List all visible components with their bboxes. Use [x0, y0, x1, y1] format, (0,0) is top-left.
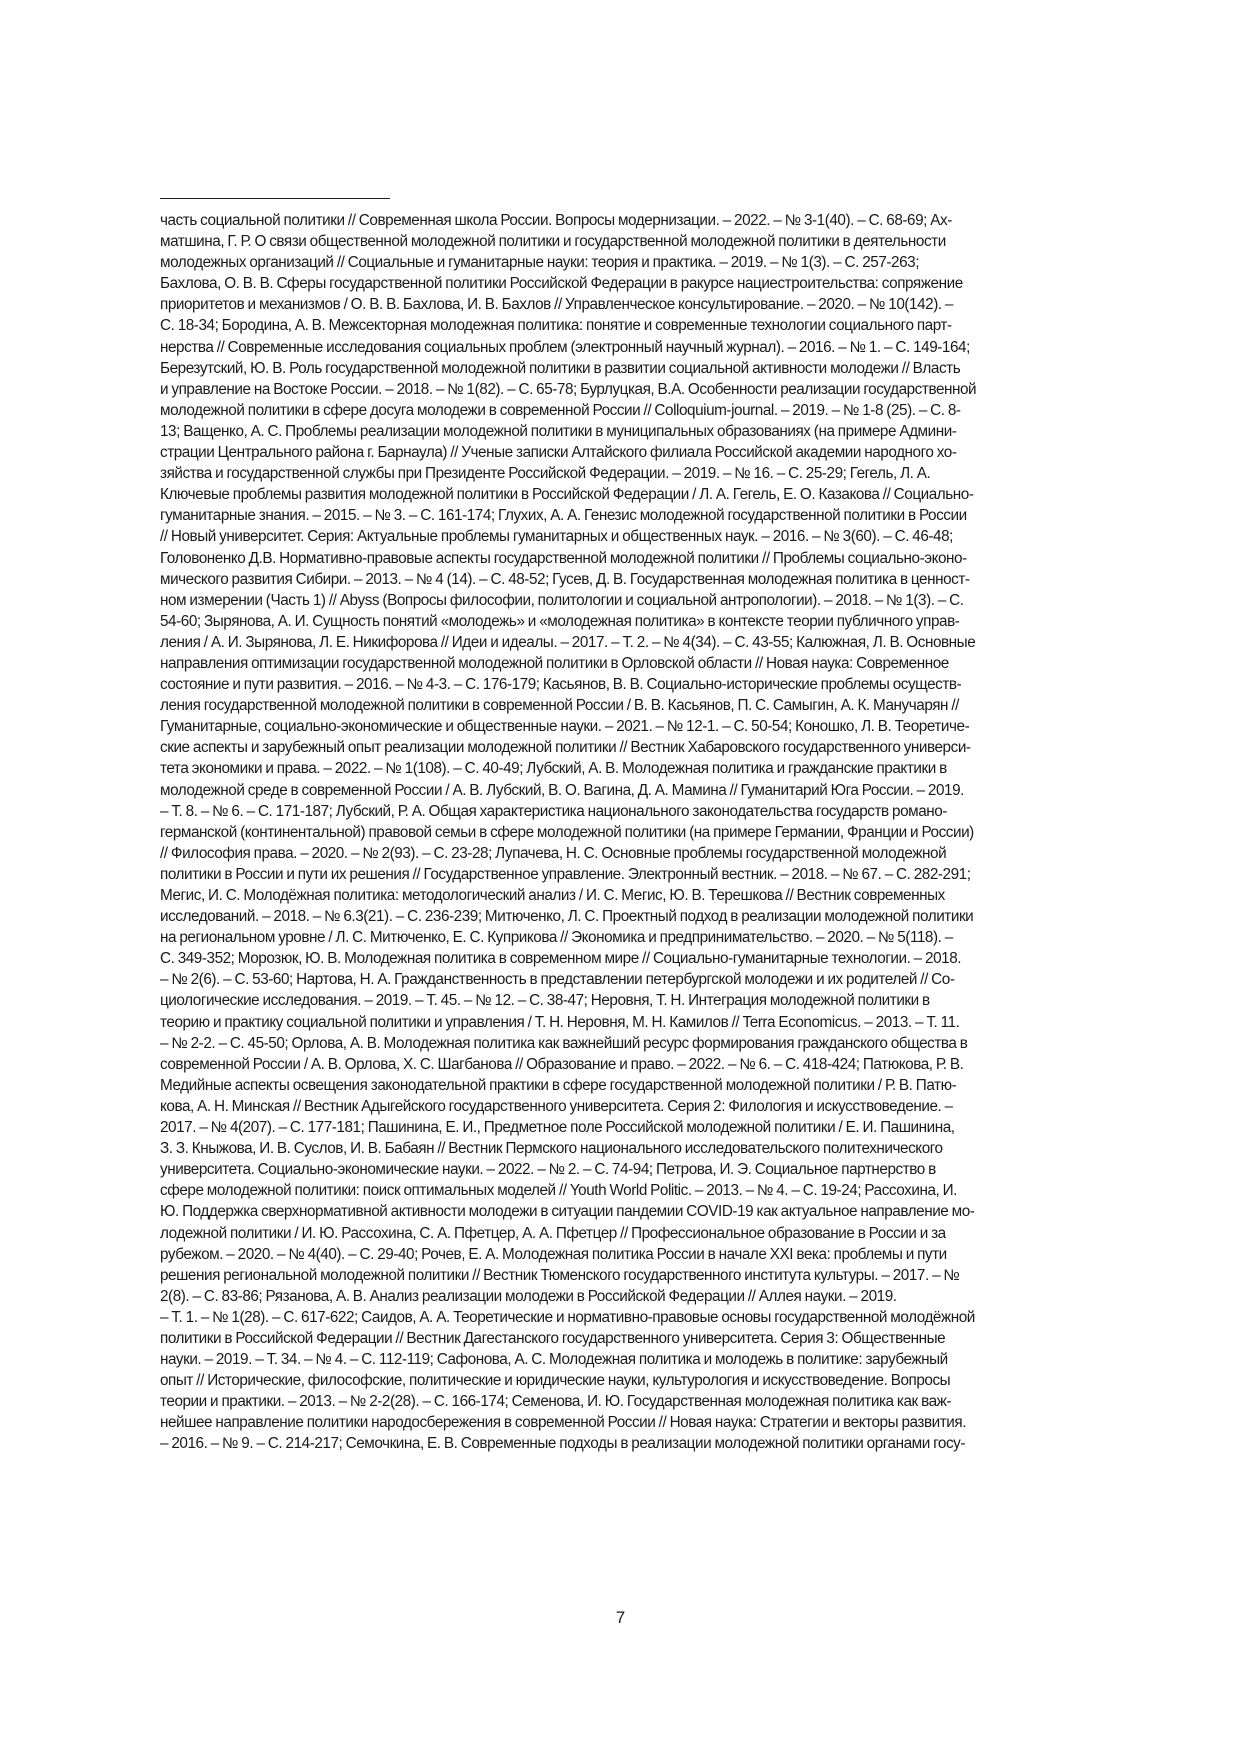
footnote-line: Ключевые проблемы развития молодежной политики в Российской Федерации / Л. А. Гегель, Е. О. Казакова // Социально-: [160, 486, 974, 504]
footnote-line: теорию и практику социальной политики и управления / Т. Н. Неровня, М. Н. Камилов // Terra Economicus. – 2013. – Т. 11.: [160, 1013, 960, 1031]
footnote-line: политики в Российской Федерации // Вестник Дагестанского государственного университета. Серия 3: Общественные: [160, 1329, 946, 1347]
page-number: 7: [615, 1608, 626, 1627]
footnote-line: 13; Ващенко, А. С. Проблемы реализации молодежной политики в муниципальных образованиях (на примере Админи-: [160, 422, 957, 440]
footnote-line: молодежных организаций // Социальные и гуманитарные науки: теория и практика. – 2019. – № 1(3). – С. 257-263;: [160, 254, 919, 272]
footnote-line: университета. Социально-экономические науки. – 2022. – № 2. – С. 74-94; Петрова, И. Э. Социальное партнерство в: [160, 1161, 936, 1179]
footnote-line: Головоненко Д.В. Нормативно-правовые аспекты государственной молодежной политики // Проблемы социально-эконо-: [160, 549, 967, 567]
footnote-line: Березутский, Ю. В. Роль государственной молодежной политики в развитии социальной активности молодежи // Власть: [160, 359, 961, 377]
footnote-line: // Философия права. – 2020. – № 2(93). – С. 23-28; Лупачева, Н. С. Основные проблемы государственной молодежной: [160, 844, 947, 862]
footnote-line: зяйства и государственной службы при Президенте Российской Федерации. – 2019. – № 16. – С. 25-29; Гегель, Л. А.: [160, 465, 931, 483]
footnote-separator: [160, 198, 390, 199]
footnote-line: приоритетов и механизмов / О. В. В. Бахлова, И. В. Бахлов // Управленческое консультирование. – 2020. – № 10(142). –: [160, 296, 953, 314]
footnote-line: нерства // Современные исследования социальных проблем (электронный научный журнал). – 2016. – № 1. – С. 149-164;: [160, 338, 970, 356]
footnote-line: политики в России и пути их решения // Государственное управление. Электронный вестник. – 2018. – № 67. – С. 282-291;: [160, 865, 971, 883]
footnote-text: [160, 210, 1081, 1455]
footnote-line: циологические исследования. – 2019. – Т. 45. – № 12. – С. 38-47; Неровня, Т. Н. Интеграция молодежной политики в: [160, 992, 930, 1010]
footnote-line: ские аспекты и зарубежный опыт реализации молодежной политики // Вестник Хабаровского государственного универси-: [160, 739, 971, 757]
footnote-line: сфере молодежной политики: поиск оптимальных моделей // Youth World Politic. – 2013. – № 4. – С. 19-24; Рассохина, И.: [160, 1182, 957, 1200]
footnote-line: науки. – 2019. – Т. 34. – № 4. – С. 112-119; Сафонова, А. С. Молодежная политика и молодежь в политике: зарубежный: [160, 1351, 948, 1369]
footnote-line: тета экономики и права. – 2022. – № 1(108). – С. 40-49; Лубский, А. В. Молодежная политика и гражданские практики в: [160, 760, 947, 778]
footnote-line: ном измерении (Часть 1) // Abyss (Вопросы философии, политологии и социальной антропологии). – 2018. – № 1(3). – С.: [160, 591, 964, 609]
footnote-line: З. З. Кныжова, И. В. Суслов, И. В. Бабаян // Вестник Пермского национального исследовательского политехнического: [160, 1140, 943, 1158]
footnote-line: на региональном уровне / Л. С. Митюченко, Е. С. Куприкова // Экономика и предпринимательство. – 2020. – № 5(118). –: [160, 929, 953, 947]
footnote-line: и управление на Востоке России. – 2018. – № 1(82). – С. 65-78; Бурлуцкая, В.А. Особенности реализации государственной: [160, 380, 977, 398]
footnote-line: 2017. – № 4(207). – С. 177-181; Пашинина, Е. И., Предметное поле Российской молодежной политики / Е. И. Пашинина,: [160, 1119, 955, 1137]
footnote-line: матшина, Г. Р. О связи общественной молодежной политики и государственной молодежной политики в деятельности: [160, 233, 946, 251]
footnote-line: состояние и пути развития. – 2016. – № 4-3. – С. 176-179; Касьянов, В. В. Социально-исторические проблемы осуществ-: [160, 676, 962, 694]
footnote-line: – № 2-2. – С. 45-50; Орлова, А. В. Молодежная политика как важнейший ресурс формирования гражданского общества в: [160, 1034, 968, 1052]
footnote-line: опыт // Исторические, философские, политические и юридические науки, культурология и искусствоведение. Вопросы: [160, 1372, 951, 1390]
footnote-line: – 2016. – № 9. – С. 214-217; Семочкина, Е. В. Современные подходы в реализации молодежной политики органами госу-: [160, 1435, 966, 1453]
footnote-line: решения региональной молодежной политики // Вестник Тюменского государственного института культуры. – 2017. – №: [160, 1266, 960, 1284]
footnote-line: ления государственной молодежной политики в современной России / В. В. Касьянов, П. С. Самыгин, А. К. Манучарян //: [160, 697, 959, 715]
footnote-line: часть социальной политики // Современная школа России. Вопросы модернизации. – 2022. – № 3-1(40). – С. 68-69; Ах-: [160, 212, 952, 229]
footnote-line: Мегис, И. С. Молодёжная политика: методологический анализ / И. С. Мегис, Ю. В. Терешкова // Вестник современных: [160, 887, 945, 904]
footnote-line: – № 2(6). – С. 53-60; Нартова, Н. А. Гражданственность в представлении петербургской молодежи и их родителей // Со-: [160, 971, 955, 989]
footnote-line: 54-60; Зырянова, А. И. Сущность понятий «молодежь» и «молодежная политика» в контексте теории публичного управ-: [160, 612, 960, 630]
footnote-line: молодежной среде в современной России / А. В. Лубский, В. О. Вагина, Д. А. Мамина // Гуманитарий Юга России. – 2019.: [160, 781, 964, 799]
footnote-line: направления оптимизации государственной молодежной политики в Орловской области // Новая наука: Современное: [160, 654, 949, 672]
footnote-line: Гуманитарные, социально-экономические и общественные науки. – 2021. – № 12-1. – С. 50-54; Коношко, Л. В. Теоретиче-: [160, 718, 970, 736]
footnote-line: исследований. – 2018. – № 6.3(21). – С. 236-239; Митюченко, Л. С. Проектный подход в реализации молодежной политики: [160, 908, 974, 926]
footnote-line: гуманитарные знания. – 2015. – № 3. – С. 161-174; Глухих, А. А. Генезис молодежной государственной политики в России: [160, 507, 967, 525]
footnote-line: нейшее направление политики народосбережения в современной России // Новая наука: Стратегии и векторы развития.: [160, 1414, 967, 1432]
footnote-line: современной России / А. В. Орлова, Х. С. Шагбанова // Образование и право. – 2022. – № 6. – С. 418-424; Патюкова, Р. В.: [160, 1055, 964, 1073]
footnote-line: мического развития Сибири. – 2013. – № 4 (14). – С. 48-52; Гусев, Д. В. Государственная молодежная политика в ценност-: [160, 570, 970, 588]
footnote-line: страции Центрального района г. Барнаула) // Ученые записки Алтайского филиала Российской академии народного хо-: [160, 444, 957, 462]
footnote-line: Бахлова, О. В. В. Сферы государственной политики Российской Федерации в ракурсе нациестроительства: сопряжение: [160, 275, 963, 293]
footnote-line: ления / А. И. Зырянова, Л. Е. Никифорова // Идеи и идеалы. – 2017. – Т. 2. – № 4(34). – С. 43-55; Калюжная, Л. В. Основные: [160, 633, 976, 651]
footnote-line: // Новый университет. Серия: Актуальные проблемы гуманитарных и общественных наук. – 2016. – № 3(60). – С. 46-48;: [160, 528, 953, 546]
footnote-line: 2(8). – С. 83-86; Рязанова, А. В. Анализ реализации молодежи в Российской Федерации // Аллея науки. – 2019.: [160, 1287, 897, 1305]
footnote-line: германской (континентальной) правовой семьи в сфере молодежной политики (на примере Германии, Франции и России): [160, 823, 974, 841]
footnote-line: кова, А. Н. Минская // Вестник Адыгейского государственного университета. Серия 2: Филология и искусствоведение. –: [160, 1097, 953, 1115]
footnote-line: С. 349-352; Морозюк, Ю. В. Молодежная политика в современном мире // Социально-гуманитарные технологии. – 2018.: [160, 950, 962, 968]
footnote-line: лодежной политики / И. Ю. Рассохина, С. А. Пфетцер, А. А. Пфетцер // Профессиональное образование в России и за: [160, 1224, 946, 1242]
footnote-line: молодежной политики в сфере досуга молодежи в современной России // Colloquium-journal. – 2019. – № 1-8 (25). – С. 8-: [160, 401, 961, 419]
footnote-line: рубежом. – 2020. – № 4(40). – С. 29-40; Рочев, Е. А. Молодежная политика России в начале XXI века: проблемы и пути: [160, 1245, 947, 1263]
footnote-line: Медийные аспекты освещения законодательной практики в сфере государственной молодежной политики / Р. В. Патю-: [160, 1076, 957, 1094]
footnote-line: Ю. Поддержка сверхнормативной активности молодежи в ситуации пандемии COVID-19 как актуальное направление мо-: [160, 1203, 975, 1221]
footnote-line: – Т. 8. – № 6. – С. 171-187; Лубский, Р. А. Общая характеристика национального законодательства государств романо-: [160, 802, 947, 820]
footnote-line: теории и практики. – 2013. – № 2-2(28). – С. 166-174; Семенова, И. Ю. Государственная молодежная политика как важ-: [160, 1393, 952, 1411]
footnote-line: С. 18-34; Бородина, А. В. Межсекторная молодежная политика: понятие и современные технологии социального парт-: [160, 317, 952, 335]
footnote-line: – Т. 1. – № 1(28). – С. 617-622; Саидов, А. А. Теоретические и нормативно-правовые основы государственной молодёжной: [160, 1308, 975, 1326]
